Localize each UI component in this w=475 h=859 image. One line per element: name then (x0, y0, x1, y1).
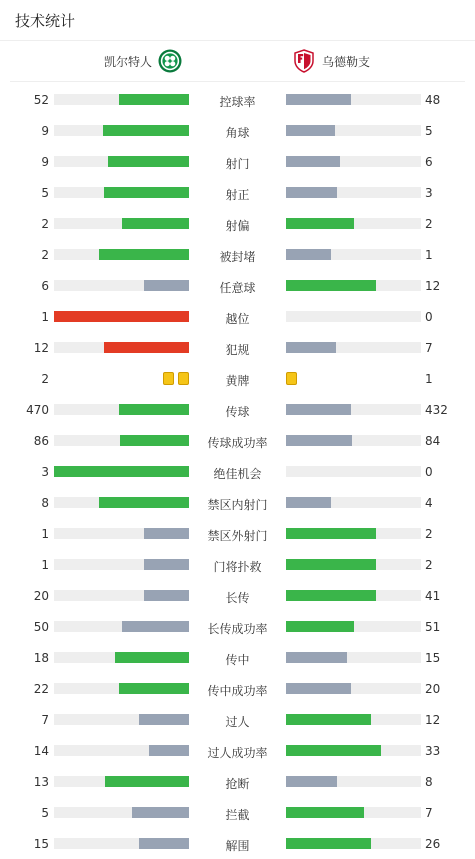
yellow-card-icon (178, 372, 189, 385)
away-bar-track (286, 745, 421, 756)
stat-row (0, 84, 475, 115)
home-value: 470 (26, 403, 49, 417)
away-bar-fill (286, 156, 340, 167)
stat-label: 过人成功率 (207, 746, 268, 760)
home-bar-track (54, 528, 189, 539)
home-value: 22 (33, 682, 49, 696)
home-bar-fill (115, 652, 189, 663)
away-bar-fill (286, 745, 381, 756)
stat-label: 角球 (225, 126, 250, 140)
home-value: 13 (33, 775, 49, 789)
home-value: 2 (41, 217, 49, 231)
utrecht-logo-icon (292, 49, 316, 73)
home-bar-track (54, 156, 189, 167)
home-value: 6 (41, 279, 49, 293)
stat-row (0, 642, 475, 673)
stat-label: 犯规 (225, 343, 250, 357)
home-bar-track (54, 187, 189, 198)
away-bar-track (286, 125, 421, 136)
home-bar-fill (103, 125, 189, 136)
home-value: 2 (41, 248, 49, 262)
away-bar-fill (286, 559, 376, 570)
stat-label: 传中成功率 (207, 684, 268, 698)
stat-label: 过人 (225, 715, 250, 729)
home-bar-fill (139, 714, 189, 725)
stat-row (0, 487, 475, 518)
away-bar-track (286, 776, 421, 787)
away-bar-fill (286, 435, 352, 446)
stat-row (0, 239, 475, 270)
home-bar-fill (120, 435, 189, 446)
stat-row (0, 363, 475, 394)
home-bar-fill (149, 745, 190, 756)
stat-row (0, 208, 475, 239)
home-bar-fill (105, 776, 189, 787)
away-value: 51 (425, 620, 441, 634)
home-bar-track (54, 745, 189, 756)
away-bar-track (286, 156, 421, 167)
away-value: 84 (425, 434, 441, 448)
away-bar-fill (286, 280, 376, 291)
home-value: 12 (33, 341, 49, 355)
stat-row (0, 301, 475, 332)
away-bar-fill (286, 714, 371, 725)
away-bar-track (286, 652, 421, 663)
away-value: 8 (425, 775, 433, 789)
home-bar-track (54, 807, 189, 818)
stat-row (0, 611, 475, 642)
away-value: 1 (425, 372, 433, 386)
home-bar-track (54, 559, 189, 570)
home-bar-track (54, 621, 189, 632)
stat-label: 长传成功率 (207, 622, 268, 636)
stat-row (0, 177, 475, 208)
yellow-card-icon (286, 372, 297, 385)
away-bar-fill (286, 528, 376, 539)
stat-label: 抢断 (225, 777, 250, 791)
home-bar-fill (144, 528, 189, 539)
away-value: 20 (425, 682, 441, 696)
home-bar-track (54, 94, 189, 105)
stat-label: 黄牌 (225, 374, 250, 388)
stat-row (0, 270, 475, 301)
stat-row (0, 673, 475, 704)
stat-row (0, 580, 475, 611)
away-value: 2 (425, 217, 433, 231)
home-value: 2 (41, 372, 49, 386)
home-bar-fill (104, 187, 189, 198)
home-value: 15 (33, 837, 49, 851)
home-value: 1 (41, 527, 49, 541)
home-bar-track (54, 311, 189, 322)
celtic-logo-icon (158, 49, 182, 73)
away-bar-track (286, 404, 421, 415)
stat-row (0, 115, 475, 146)
stat-row (0, 425, 475, 456)
stat-row (0, 797, 475, 828)
page-title: 技术统计 (15, 12, 76, 30)
stat-label: 射正 (225, 188, 250, 202)
away-value: 48 (425, 93, 441, 107)
home-value: 9 (41, 155, 49, 169)
away-value: 432 (425, 403, 448, 417)
home-bar-fill (99, 497, 189, 508)
stat-label: 传球成功率 (207, 436, 268, 450)
stat-label: 任意球 (219, 281, 256, 295)
away-bar-track (286, 838, 421, 849)
away-bar-track (286, 621, 421, 632)
away-bar-track (286, 94, 421, 105)
stat-label: 传中 (225, 653, 250, 667)
home-bar-track (54, 838, 189, 849)
away-bar-fill (286, 125, 335, 136)
home-bar-fill (108, 156, 189, 167)
away-value: 0 (425, 310, 433, 324)
away-bar-fill (286, 807, 364, 818)
stats-header (0, 0, 475, 41)
home-bar-track (54, 497, 189, 508)
away-value: 5 (425, 124, 433, 138)
away-bar-fill (286, 683, 351, 694)
home-bar-track (54, 590, 189, 601)
away-bar-track (286, 714, 421, 725)
home-bar-track (54, 342, 189, 353)
home-value: 8 (41, 496, 49, 510)
away-value: 2 (425, 527, 433, 541)
away-bar-track (286, 497, 421, 508)
away-value: 7 (425, 341, 433, 355)
away-bar-track (286, 528, 421, 539)
away-value: 15 (425, 651, 441, 665)
stat-row (0, 704, 475, 735)
home-bar-fill (144, 280, 189, 291)
away-team[interactable] (292, 49, 370, 73)
away-bar-track (286, 807, 421, 818)
home-team[interactable] (104, 49, 182, 73)
away-value: 26 (425, 837, 441, 851)
home-bar-track (54, 280, 189, 291)
away-bar-fill (286, 776, 337, 787)
away-bar-track (286, 466, 421, 477)
away-value: 12 (425, 279, 441, 293)
away-bar-fill (286, 404, 351, 415)
away-bar-fill (286, 218, 354, 229)
stat-label: 禁区内射门 (207, 498, 268, 512)
away-bar-fill (286, 838, 371, 849)
stat-label: 解围 (225, 839, 250, 853)
stat-label: 禁区外射门 (207, 529, 268, 543)
away-bar-track (286, 187, 421, 198)
home-bar-fill (122, 621, 190, 632)
stat-label: 被封堵 (219, 250, 256, 264)
away-team-name: 乌德勒支 (322, 54, 371, 69)
away-bar-track (286, 218, 421, 229)
away-value: 1 (425, 248, 433, 262)
home-bar-fill (122, 218, 190, 229)
home-bar-fill (119, 683, 189, 694)
stat-row (0, 735, 475, 766)
away-yellow-cards (286, 372, 297, 385)
away-value: 41 (425, 589, 441, 603)
home-bar-track (54, 652, 189, 663)
home-team-name: 凯尔特人 (103, 54, 152, 69)
home-value: 3 (41, 465, 49, 479)
away-bar-fill (286, 94, 351, 105)
stat-row (0, 146, 475, 177)
away-value: 2 (425, 558, 433, 572)
home-value: 9 (41, 124, 49, 138)
home-bar-fill (104, 342, 189, 353)
home-bar-fill (99, 249, 189, 260)
home-value: 20 (33, 589, 49, 603)
home-value: 18 (33, 651, 49, 665)
stat-label: 传球 (225, 405, 250, 419)
stat-label: 绝佳机会 (213, 467, 262, 481)
stat-label: 射门 (225, 157, 250, 171)
home-bar-fill (119, 404, 189, 415)
home-bar-fill (144, 590, 189, 601)
away-bar-track (286, 342, 421, 353)
home-bar-fill (54, 466, 189, 477)
home-bar-track (54, 404, 189, 415)
stat-row (0, 766, 475, 797)
away-value: 6 (425, 155, 433, 169)
away-bar-track (286, 590, 421, 601)
home-value: 1 (41, 558, 49, 572)
home-bar-fill (132, 807, 189, 818)
stat-label: 长传 (225, 591, 250, 605)
stat-label: 越位 (225, 312, 250, 326)
home-bar-fill (139, 838, 189, 849)
away-value: 4 (425, 496, 433, 510)
stat-row (0, 332, 475, 363)
away-bar-fill (286, 590, 376, 601)
away-value: 3 (425, 186, 433, 200)
away-value: 12 (425, 713, 441, 727)
home-bar-track (54, 249, 189, 260)
home-value: 5 (41, 806, 49, 820)
home-bar-track (54, 714, 189, 725)
away-value: 7 (425, 806, 433, 820)
home-yellow-cards (163, 372, 189, 385)
yellow-card-icon (163, 372, 174, 385)
away-bar-fill (286, 342, 336, 353)
away-bar-track (286, 249, 421, 260)
stat-row (0, 549, 475, 580)
away-bar-fill (286, 621, 354, 632)
away-value: 0 (425, 465, 433, 479)
home-value: 7 (41, 713, 49, 727)
away-bar-fill (286, 187, 337, 198)
home-bar-fill (54, 311, 189, 322)
away-bar-track (286, 559, 421, 570)
home-value: 52 (33, 93, 49, 107)
home-value: 5 (41, 186, 49, 200)
stat-label: 拦截 (225, 808, 250, 822)
home-bar-fill (144, 559, 189, 570)
stats-list (0, 84, 475, 859)
home-bar-track (54, 435, 189, 446)
away-bar-track (286, 435, 421, 446)
home-value: 86 (33, 434, 49, 448)
home-value: 1 (41, 310, 49, 324)
away-bar-fill (286, 497, 331, 508)
home-bar-fill (119, 94, 189, 105)
away-value: 33 (425, 744, 441, 758)
away-bar-fill (286, 249, 331, 260)
stat-label: 门将扑救 (213, 560, 262, 574)
stat-row (0, 394, 475, 425)
stat-row (0, 828, 475, 859)
home-value: 14 (33, 744, 49, 758)
home-bar-track (54, 776, 189, 787)
teams-row (10, 41, 465, 82)
home-value: 50 (33, 620, 49, 634)
home-bar-track (54, 125, 189, 136)
home-bar-track (54, 466, 189, 477)
away-bar-track (286, 280, 421, 291)
stat-label: 射偏 (225, 219, 250, 233)
home-bar-track (54, 218, 189, 229)
stat-label: 控球率 (219, 95, 256, 109)
stat-row (0, 518, 475, 549)
away-bar-track (286, 311, 421, 322)
away-bar-fill (286, 652, 347, 663)
home-bar-track (54, 683, 189, 694)
stat-row (0, 456, 475, 487)
away-bar-track (286, 683, 421, 694)
